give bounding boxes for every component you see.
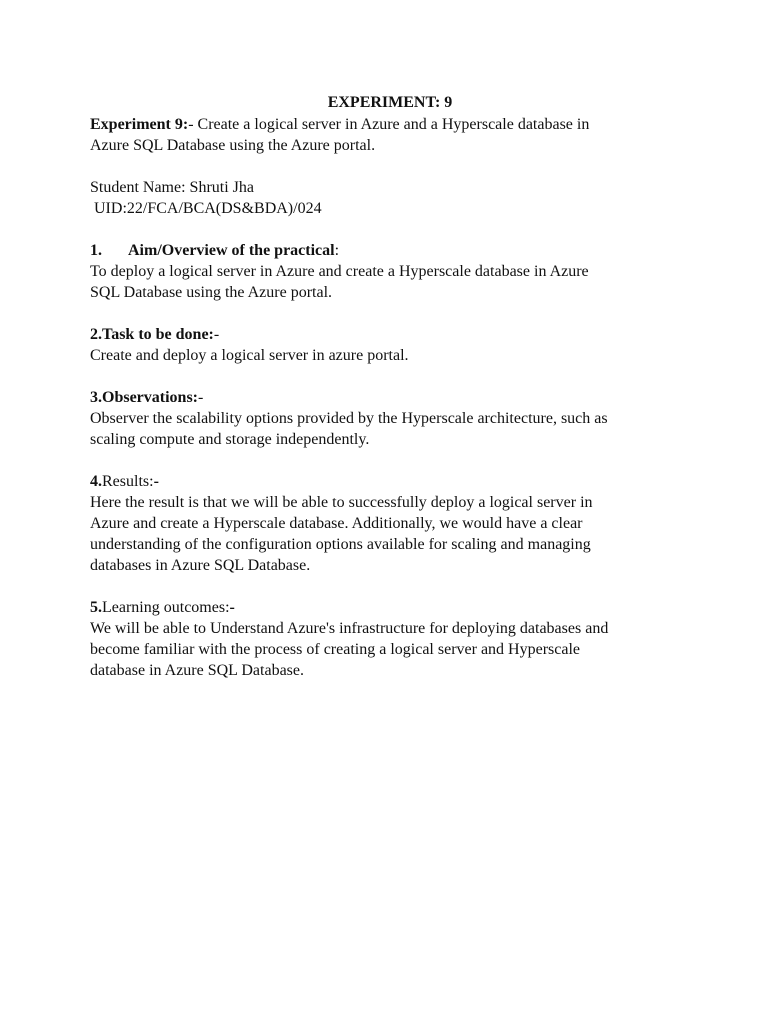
section-task xyxy=(90,324,680,366)
section-text-line: Create and deploy a logical server in azure portal. xyxy=(90,347,409,364)
intro-text-line2: Azure SQL Database using the Azure portal. xyxy=(90,137,376,154)
document-title: EXPERIMENT: 9 xyxy=(327,94,453,111)
intro-paragraph xyxy=(90,114,680,156)
section-text-line: We will be able to Understand Azure's infrastructure for deploying databases and xyxy=(90,620,609,637)
section-text-line: Azure and create a Hyperscale database. Additionally, we would have a clear xyxy=(90,515,583,532)
section-number: 5. xyxy=(90,599,102,616)
student-info xyxy=(90,177,680,219)
section-heading: Observations: xyxy=(102,389,198,406)
section-number: 1. xyxy=(90,242,102,259)
intro-text-line1: - Create a logical server in Azure and a Hyperscale database in xyxy=(188,116,590,133)
section-heading-suffix: - xyxy=(198,389,204,406)
section-text-line: Here the result is that we will be able to successfully deploy a logical server in xyxy=(90,494,593,511)
section-observations xyxy=(90,387,680,450)
student-uid: UID:22/FCA/BCA(DS&BDA)/024 xyxy=(94,200,322,217)
section-text-line: databases in Azure SQL Database. xyxy=(90,557,311,574)
section-text-line: To deploy a logical server in Azure and create a Hyperscale database in Azure xyxy=(90,263,589,280)
section-heading-suffix: - xyxy=(213,326,220,343)
section-heading: Learning outcomes: xyxy=(102,599,230,616)
section-heading: Aim/Overview of the practical xyxy=(128,242,335,259)
section-results xyxy=(90,471,680,576)
section-number: 4. xyxy=(90,473,102,490)
section-heading-suffix: - xyxy=(153,473,159,490)
intro-label: Experiment 9: xyxy=(90,116,189,133)
section-heading-suffix: - xyxy=(229,599,235,616)
section-text-line: become familiar with the process of creating a logical server and Hyperscale xyxy=(90,641,581,658)
section-heading: Results: xyxy=(102,473,154,490)
section-text-line: Observer the scalability options provided by the Hyperscale architecture, such as xyxy=(90,410,608,427)
section-text-line: scaling compute and storage independently. xyxy=(90,431,370,448)
section-heading: Task to be done: xyxy=(102,326,214,343)
section-aim xyxy=(90,240,680,303)
section-learning-outcomes xyxy=(90,597,680,681)
section-text-line: understanding of the configuration options available for scaling and managing xyxy=(90,536,591,553)
section-number: 2. xyxy=(90,326,102,343)
section-text-line: SQL Database using the Azure portal. xyxy=(90,284,333,301)
section-heading-suffix: : xyxy=(334,242,340,259)
document-page xyxy=(90,92,680,681)
student-name: Student Name: Shruti Jha xyxy=(90,179,254,196)
section-text-line: database in Azure SQL Database. xyxy=(90,662,304,679)
section-number: 3. xyxy=(90,389,102,406)
